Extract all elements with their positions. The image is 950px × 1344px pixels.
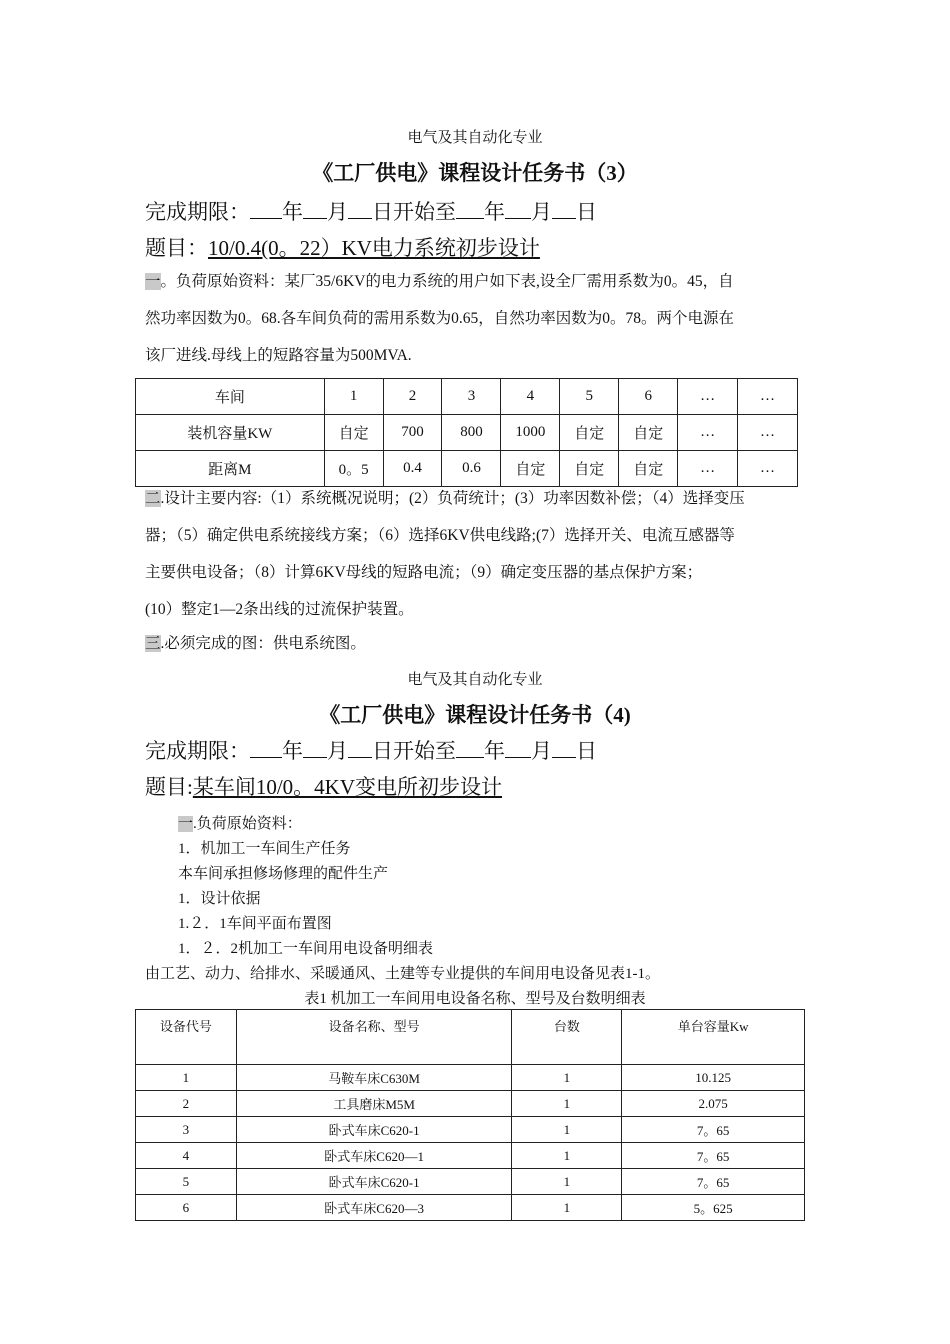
table-cell: 5	[560, 379, 619, 415]
table-row	[136, 1143, 805, 1169]
table-cell: 工具磨床M5M	[236, 1091, 512, 1117]
table-cell: 1	[512, 1117, 622, 1143]
load-data-list: 一.负荷原始资料： 1．机加工一车间生产任务 本车间承担修场修理的配件生产 1．设计依据 1.２．1车间平面布置图 1．２．2机加工一车间用电设备明细表	[178, 812, 433, 962]
section-marker: 一	[178, 816, 194, 832]
assignment-title: 《工厂供电》课程设计任务书（3）	[312, 161, 638, 185]
table-cell: …	[678, 451, 738, 487]
table-cell: 4	[501, 379, 560, 415]
table-cell: …	[678, 379, 738, 415]
department-heading: 电气及其自动化专业	[407, 130, 543, 146]
table-row	[136, 1117, 805, 1143]
table-cell: …	[738, 451, 798, 487]
table-cell: 装机容量KW	[136, 415, 325, 451]
table-header-cell: 台数	[512, 1010, 622, 1065]
table-row	[136, 415, 798, 451]
table-row	[136, 1195, 805, 1221]
table-row	[136, 1091, 805, 1117]
table-cell: 1	[324, 379, 383, 415]
table-cell: 7。65	[622, 1117, 805, 1143]
table-cell: 7。65	[622, 1143, 805, 1169]
table-row	[136, 379, 798, 415]
table-cell: 700	[383, 415, 442, 451]
table-cell: 卧式车床C620—1	[236, 1143, 512, 1169]
workshop-table	[135, 378, 798, 487]
table-row	[136, 1169, 805, 1195]
table-cell: 自定	[560, 415, 619, 451]
department-heading: 电气及其自动化专业	[407, 672, 543, 688]
section-3-paragraph: 三.必须完成的图：供电系统图。	[145, 635, 366, 652]
list-item: 本车间承担修场修理的配件生产	[178, 866, 389, 882]
list-item: 1．设计依据	[178, 891, 261, 907]
table-cell: 1	[512, 1143, 622, 1169]
table-cell: …	[738, 415, 798, 451]
list-item: 1．机加工一车间生产任务	[178, 841, 351, 857]
table-cell: 马鞍车床C630M	[236, 1065, 512, 1091]
section-1-paragraph: 一。负荷原始资料：某厂35/6KV的电力系统的用户如下表,设全厂需用系数为0。45，自 然功率因数为0。68.各车间负荷的需用系数为0.65，自然功率因数为0。78。两个电源在 该厂进线.母线上的短路容量为500MVA.	[145, 273, 735, 364]
table-cell: 3	[442, 379, 501, 415]
table-cell: 0。5	[324, 451, 383, 487]
table-cell: 自定	[560, 451, 619, 487]
table-cell: 自定	[619, 415, 678, 451]
table-row	[136, 1065, 805, 1091]
table-cell: …	[738, 379, 798, 415]
list-item: 1．２．2机加工一车间用电设备明细表	[178, 941, 434, 957]
table-cell: 3	[136, 1117, 237, 1143]
table-cell: 2.075	[622, 1091, 805, 1117]
table-cell: 2	[383, 379, 442, 415]
deadline-label: 完成期限：	[145, 200, 250, 224]
table-cell: 1	[136, 1065, 237, 1091]
table-cell: 距离M	[136, 451, 325, 487]
table-header-cell: 单台容量Kw	[622, 1010, 805, 1065]
topic-line	[145, 771, 502, 801]
topic-label: 题目:	[145, 775, 193, 799]
topic-value: 10/0.4(0。22）KV电力系统初步设计	[208, 236, 540, 260]
table-cell: 5。625	[622, 1195, 805, 1221]
deadline-label: 完成期限：	[145, 739, 250, 763]
section-2-paragraph: 二.设计主要内容:（1）系统概况说明；(2）负荷统计；(3）功率因数补偿；（4）选择变压 器；（5）确定供电系统接线方案；（6）选择6KV供电线路;(7）选择开关、电流互感器等 主要供电设备；（8）计算6KV母线的短路电流；（9）确定变压器的基点保护方案； (10）整定1—2条出线的过流保护装置。	[145, 490, 745, 618]
topic-line	[145, 232, 540, 262]
table-cell: 7。65	[622, 1169, 805, 1195]
topic-value: 某车间10/0。4KV变电所初步设计	[192, 775, 503, 799]
table-cell: 5	[136, 1169, 237, 1195]
table-cell: 车间	[136, 379, 325, 415]
table-cell: 0.4	[383, 451, 442, 487]
table-cell: 6	[136, 1195, 237, 1221]
table-cell: 6	[619, 379, 678, 415]
table-header-row	[136, 1010, 805, 1065]
table-cell: 自定	[324, 415, 383, 451]
table-caption: 表1 机加工一车间用电设备名称、型号及台数明细表	[304, 991, 646, 1007]
table-cell: 自定	[619, 451, 678, 487]
table-cell: 4	[136, 1143, 237, 1169]
equipment-table	[135, 1009, 805, 1221]
table-cell: 卧式车床C620-1	[236, 1169, 512, 1195]
table-cell: 2	[136, 1091, 237, 1117]
table-cell: 800	[442, 415, 501, 451]
table-header-cell: 设备名称、型号	[236, 1010, 512, 1065]
table-cell: 1000	[501, 415, 560, 451]
equipment-note: 由工艺、动力、给排水、采暖通风、土建等专业提供的车间用电设备见表1-1。	[145, 966, 660, 982]
table-cell: …	[678, 415, 738, 451]
table-cell: 0.6	[442, 451, 501, 487]
table-cell: 卧式车床C620-1	[236, 1117, 512, 1143]
table-header-cell: 设备代号	[136, 1010, 237, 1065]
section-marker: 一	[145, 273, 161, 290]
table-cell: 10.125	[622, 1065, 805, 1091]
section-marker: 三	[145, 635, 161, 652]
table-cell: 自定	[501, 451, 560, 487]
assignment-title: 《工厂供电》课程设计任务书（4)	[319, 703, 631, 727]
deadline-line: 完成期限： 年 月 日开始至 年 月 日	[145, 200, 597, 224]
table-cell: 1	[512, 1169, 622, 1195]
deadline-line: 完成期限： 年 月 日开始至 年 月 日	[145, 739, 597, 763]
table-cell: 卧式车床C620—3	[236, 1195, 512, 1221]
table-cell: 1	[512, 1065, 622, 1091]
list-item: 1.２．1车间平面布置图	[178, 916, 332, 932]
table-cell: 1	[512, 1091, 622, 1117]
table-cell: 1	[512, 1195, 622, 1221]
section-marker: 二	[145, 490, 161, 507]
topic-label: 题目：	[145, 236, 208, 260]
